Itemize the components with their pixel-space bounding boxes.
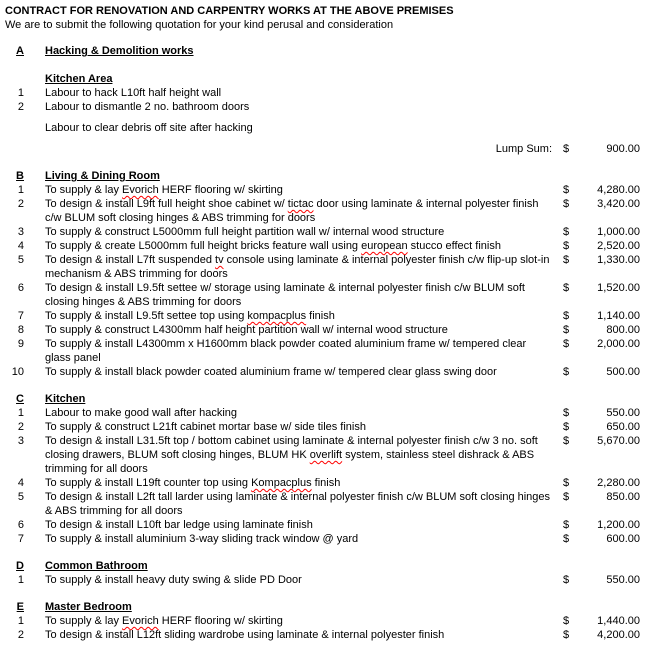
currency-symbol: $ xyxy=(563,310,570,322)
item-description: To design & install L2ft tall larder using laminate & internal polyester finish c/w BLUM soft closing hinges & ABS trimming for all doors xyxy=(45,491,551,517)
item-amount: 850.00 xyxy=(606,491,640,503)
item-number: 9 xyxy=(17,338,24,350)
item-amount: 1,200.00 xyxy=(597,519,640,531)
item-number: 10 xyxy=(11,366,24,378)
item-amount: 5,670.00 xyxy=(597,435,640,447)
item-number: 5 xyxy=(17,491,24,503)
item-row xyxy=(0,476,657,490)
misspelled-word: Evorich xyxy=(122,615,159,627)
item-number: 7 xyxy=(17,310,24,322)
misspelled-word: european xyxy=(361,240,408,252)
item-number: 5 xyxy=(17,254,24,266)
item-row xyxy=(0,406,657,420)
lump-sum-spacer xyxy=(0,142,45,156)
currency-cell xyxy=(552,559,576,573)
currency-symbol: $ xyxy=(563,254,570,266)
misspelled-word: overlift xyxy=(309,449,343,461)
section-letter: B xyxy=(16,170,24,182)
item-amount: 2,280.00 xyxy=(597,477,640,489)
item-number: 6 xyxy=(17,282,24,294)
item-description: To supply & install black powder coated aluminium frame w/ tempered clear glass swing door xyxy=(45,366,497,378)
item-row xyxy=(0,490,657,518)
currency-symbol: $ xyxy=(563,477,570,489)
item-number: 6 xyxy=(17,519,24,531)
section-title: Living & Dining Room xyxy=(45,170,160,182)
item-description: To supply & construct L21ft cabinet mortar base w/ side tiles finish xyxy=(45,421,366,433)
item-description: To supply & lay Evorich HERF flooring w/ skirting xyxy=(45,615,283,627)
item-row xyxy=(0,225,657,239)
currency-symbol: $ xyxy=(563,282,570,294)
misspelled-word: Evorich xyxy=(122,184,159,196)
item-row xyxy=(0,434,657,476)
section-header-row xyxy=(0,600,657,614)
currency-symbol: $ xyxy=(563,184,570,196)
currency-symbol: $ xyxy=(563,519,570,531)
section-letter: A xyxy=(16,45,24,57)
item-description: To supply & construct L4300mm half height partition wall w/ internal wood structure xyxy=(45,324,448,336)
currency-cell xyxy=(552,169,576,183)
section-title: Kitchen xyxy=(45,393,86,405)
currency-symbol: $ xyxy=(563,198,570,210)
item-amount: 1,140.00 xyxy=(597,310,640,322)
section-title: Master Bedroom xyxy=(45,601,132,613)
note-text: Labour to clear debris off site after hacking xyxy=(45,122,253,134)
item-row xyxy=(0,573,657,587)
item-amount: 650.00 xyxy=(606,421,640,433)
item-number: 8 xyxy=(17,324,24,336)
currency-symbol xyxy=(552,100,576,114)
section-header-row xyxy=(0,392,657,406)
item-number: 1 xyxy=(17,615,24,627)
amount-cell xyxy=(576,169,640,183)
item-row xyxy=(0,628,657,642)
section-subheading: Kitchen Area xyxy=(45,73,113,85)
item-description: To supply & install aluminium 3-way sliding track window @ yard xyxy=(45,533,359,545)
section-letter: C xyxy=(16,393,24,405)
amount-cell xyxy=(576,600,640,614)
currency-cell xyxy=(552,392,576,406)
item-amount: 550.00 xyxy=(606,407,640,419)
item-description: Labour to dismantle 2 no. bathroom doors xyxy=(45,101,250,113)
currency-cell xyxy=(552,600,576,614)
item-row xyxy=(0,337,657,365)
item-amount: 600.00 xyxy=(606,533,640,545)
document-title: CONTRACT FOR RENOVATION AND CARPENTRY WORKS AT THE ABOVE PREMISES xyxy=(5,5,454,17)
misspelled-word: kompacplus xyxy=(247,310,307,322)
item-amount xyxy=(576,100,640,114)
amount-cell xyxy=(576,559,640,573)
item-row xyxy=(0,183,657,197)
item-row xyxy=(0,420,657,434)
item-description: To design & install L31.5ft top / bottom cabinet using laminate & internal polyester finish c/w 3 no. soft closing drawers, BLUM soft closing hinges, BLUM HK overlift system, stainless steel dishrack & ABS trimming for all doors xyxy=(45,435,538,475)
note-row xyxy=(0,121,657,135)
item-description: To design & install L10ft bar ledge using laminate finish xyxy=(45,519,313,531)
subheading-spacer xyxy=(0,72,45,86)
lump-sum-row xyxy=(0,142,657,156)
item-row xyxy=(0,239,657,253)
section-header-row xyxy=(0,559,657,573)
item-amount: 3,420.00 xyxy=(597,198,640,210)
item-amount: 550.00 xyxy=(606,574,640,586)
item-row xyxy=(0,323,657,337)
section-subheading-row xyxy=(0,72,657,86)
item-number: 1 xyxy=(17,407,24,419)
currency-symbol: $ xyxy=(563,226,570,238)
item-row xyxy=(0,86,657,100)
item-description: To supply & lay Evorich HERF flooring w/ skirting xyxy=(45,184,283,196)
item-row xyxy=(0,614,657,628)
currency-cell xyxy=(552,44,576,58)
item-description: To supply & install heavy duty swing & slide PD Door xyxy=(45,574,302,586)
note-spacer xyxy=(0,121,45,135)
item-number: 4 xyxy=(17,240,24,252)
item-amount: 1,440.00 xyxy=(597,615,640,627)
item-amount xyxy=(576,86,640,100)
currency-symbol: $ xyxy=(563,324,570,336)
item-description: To design & install L7ft suspended tv console using laminate & internal polyester finish c/w flip-up slot-in mechanism & ABS trimming for doors xyxy=(45,254,550,280)
sections-container xyxy=(0,44,657,642)
item-row xyxy=(0,281,657,309)
misspelled-word: Kompacplus xyxy=(251,477,312,489)
section-header-row xyxy=(0,44,657,58)
item-number: 7 xyxy=(17,533,24,545)
item-row xyxy=(0,100,657,114)
item-description: Labour to make good wall after hacking xyxy=(45,407,238,419)
currency-symbol: $ xyxy=(563,338,570,350)
item-number: 2 xyxy=(17,198,24,210)
item-description: To supply & install L4300mm x H1600mm black powder coated aluminium frame w/ tempered clear glass panel xyxy=(45,338,527,364)
item-description: To design & install L12ft sliding wardrobe using laminate & internal polyester finish xyxy=(45,629,445,641)
currency-symbol: $ xyxy=(563,435,570,447)
section-letter: E xyxy=(16,601,24,613)
item-row xyxy=(0,365,657,379)
amount-cell xyxy=(576,44,640,58)
currency-symbol: $ xyxy=(563,143,570,155)
item-number: 3 xyxy=(17,226,24,238)
item-row xyxy=(0,309,657,323)
item-number: 1 xyxy=(17,574,24,586)
currency-symbol: $ xyxy=(563,240,570,252)
item-description: To supply & install L19ft counter top using Kompacplus finish xyxy=(45,477,341,489)
currency-symbol: $ xyxy=(563,629,570,641)
item-number: 2 xyxy=(17,421,24,433)
currency-symbol xyxy=(552,86,576,100)
section-title: Common Bathroom xyxy=(45,560,148,572)
item-description: To design & install L9ft full height shoe cabinet w/ tictac door using laminate & internal polyester finish c/w BLUM soft closing hinges & ABS trimming for doors xyxy=(45,198,539,224)
currency-symbol: $ xyxy=(563,407,570,419)
item-number: 1 xyxy=(17,87,24,99)
currency-symbol: $ xyxy=(563,491,570,503)
currency-symbol: $ xyxy=(563,574,570,586)
item-description: Labour to hack L10ft half height wall xyxy=(45,87,222,99)
item-row xyxy=(0,253,657,281)
item-amount: 4,200.00 xyxy=(597,629,640,641)
item-amount: 1,000.00 xyxy=(597,226,640,238)
item-row xyxy=(0,532,657,546)
item-description: To supply & install L9.5ft settee top using kompacplus finish xyxy=(45,310,335,322)
item-number: 1 xyxy=(17,184,24,196)
item-amount: 1,520.00 xyxy=(597,282,640,294)
item-number: 2 xyxy=(17,101,24,113)
lump-sum-label: Lump Sum: xyxy=(495,143,552,155)
currency-symbol: $ xyxy=(563,421,570,433)
item-amount: 1,330.00 xyxy=(597,254,640,266)
item-number: 2 xyxy=(17,629,24,641)
section-letter: D xyxy=(16,560,24,572)
document-subtitle: We are to submit the following quotation for your kind perusal and consideration xyxy=(5,19,394,31)
item-row xyxy=(0,197,657,225)
misspelled-word: tictac xyxy=(287,198,314,210)
currency-symbol: $ xyxy=(563,366,570,378)
item-amount: 4,280.00 xyxy=(597,184,640,196)
item-amount: 500.00 xyxy=(606,366,640,378)
amount-cell xyxy=(576,392,640,406)
item-description: To design & install L9.5ft settee w/ storage using laminate & internal polyester finish c/w BLUM soft closing hinges & ABS trimming for doors xyxy=(45,282,525,308)
lump-sum-amount: 900.00 xyxy=(606,143,640,155)
item-amount: 800.00 xyxy=(606,324,640,336)
section-header-row xyxy=(0,169,657,183)
item-description: To supply & construct L5000mm full height partition wall w/ internal wood structure xyxy=(45,226,445,238)
item-number: 3 xyxy=(17,435,24,447)
item-description: To supply & create L5000mm full height bricks feature wall using european stucco effect finish xyxy=(45,240,501,252)
currency-symbol: $ xyxy=(563,615,570,627)
item-row xyxy=(0,518,657,532)
currency-symbol: $ xyxy=(563,533,570,545)
item-amount: 2,520.00 xyxy=(597,240,640,252)
section-title: Hacking & Demolition works xyxy=(45,45,194,57)
item-number: 4 xyxy=(17,477,24,489)
item-amount: 2,000.00 xyxy=(597,338,640,350)
misspelled-word: tv xyxy=(215,254,224,266)
